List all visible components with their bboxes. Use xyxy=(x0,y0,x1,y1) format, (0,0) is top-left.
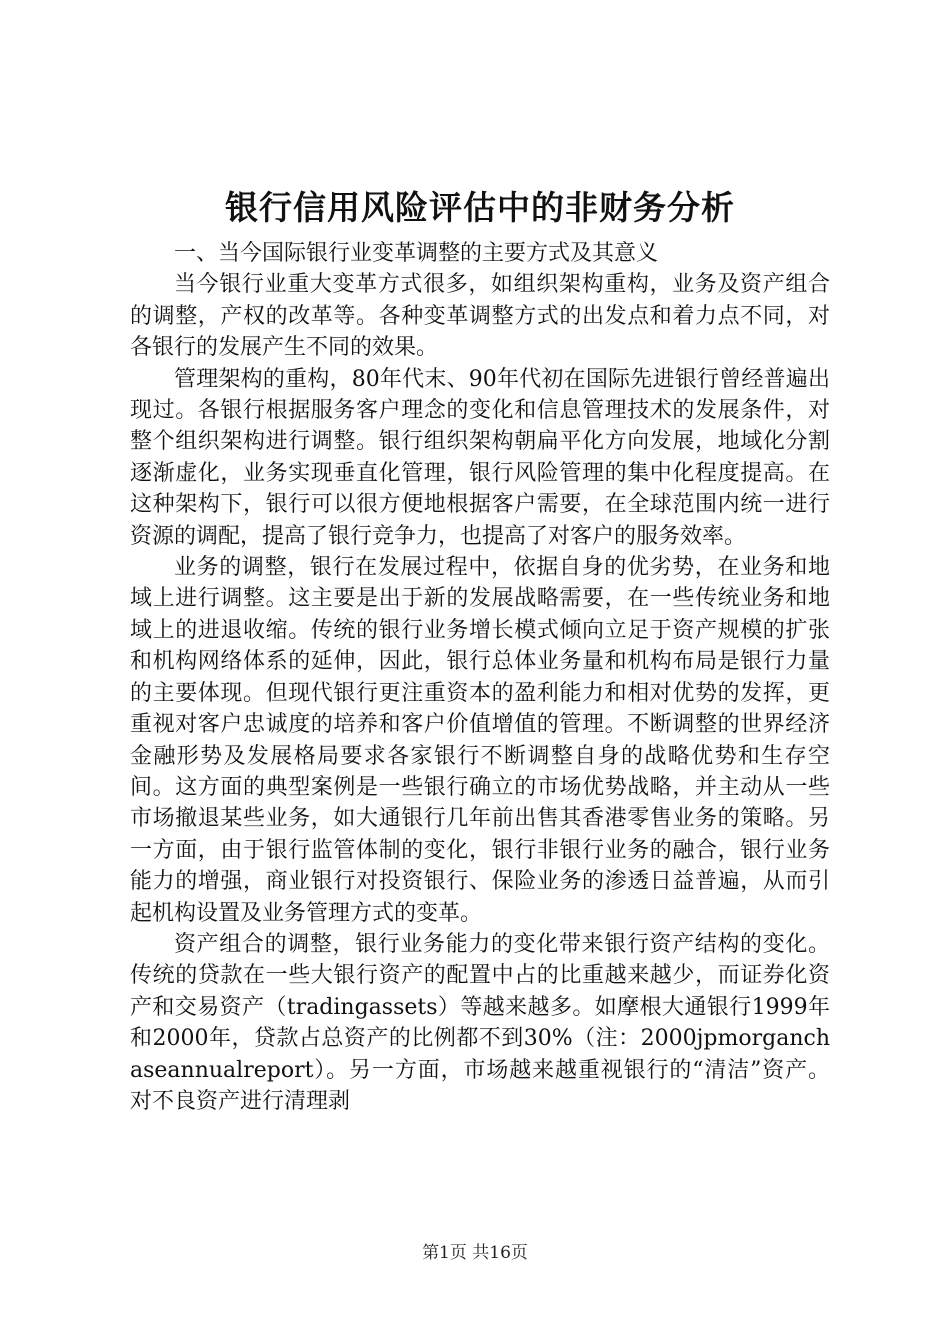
document-body xyxy=(130,238,830,1117)
document-title: 银行信用风险评估中的非财务分析 xyxy=(225,188,735,227)
paragraph-management-structure: 管理架构的重构，80年代末、90年代初在国际先进银行曾经普遍出现过。各银行根据服务客户理念的变化和信息管理技术的发展条件，对整个组织架构进行调整。银行组织架构朝扁平化方向发展，地域化分割逐渐虚化，业务实现垂直化管理，银行风险管理的集中化程度提高。在这种架构下，银行可以很方便地根据客户需要，在全球范围内统一进行资源的调配，提高了银行竞争力，也提高了对客户的服务效率。 xyxy=(130,366,830,549)
section-heading: 一、当今国际银行业变革调整的主要方式及其意义 xyxy=(174,241,659,266)
paragraph-intro: 当今银行业重大变革方式很多，如组织架构重构，业务及资产组合的调整，产权的改革等。各种变革调整方式的出发点和着力点不同，对各银行的发展产生不同的效果。 xyxy=(130,272,830,361)
page-number-footer: 第1页 共16页 xyxy=(422,1243,528,1263)
paragraph-business-adjustment: 业务的调整，银行在发展过程中，依据自身的优劣势，在业务和地域上进行调整。这主要是出于新的发展战略需要，在一些传统业务和地域上的进退收缩。传统的银行业务增长模式倾向立足于资产规模的扩张和机构网络体系的延伸，因此，银行总体业务量和机构布局是银行力量的主要体现。但现代银行更注重资本的盈利能力和相对优势的发挥，更重视对客户忠诚度的培养和客户价值增值的管理。不断调整的世界经济金融形势及发展格局要求各家银行不断调整自身的战略优势和生存空间。这方面的典型案例是一些银行确立的市场优势战略，并主动从一些市场撤退某些业务，如大通银行几年前出售其香港零售业务的策略。另一方面，由于银行监管体制的变化，银行非银行业务的融合，银行业务能力的增强，商业银行对投资银行、保险业务的渗透日益普遍，从而引起机构设置及业务管理方式的变革。 xyxy=(130,555,830,926)
paragraph-asset-portfolio: 资产组合的调整，银行业务能力的变化带来银行资产结构的变化。传统的贷款在一些大银行资产的配置中占的比重越来越少，而证券化资产和交易资产（tradingassets）等越来越多。如摩根大通银行1999年和2000年，贷款占总资产的比例都不到30%（注：2000jpmorganchaseannualreport）。另一方面，市场越来越重视银行的“清洁”资产。对不良资产进行清理剥 xyxy=(130,931,830,1114)
